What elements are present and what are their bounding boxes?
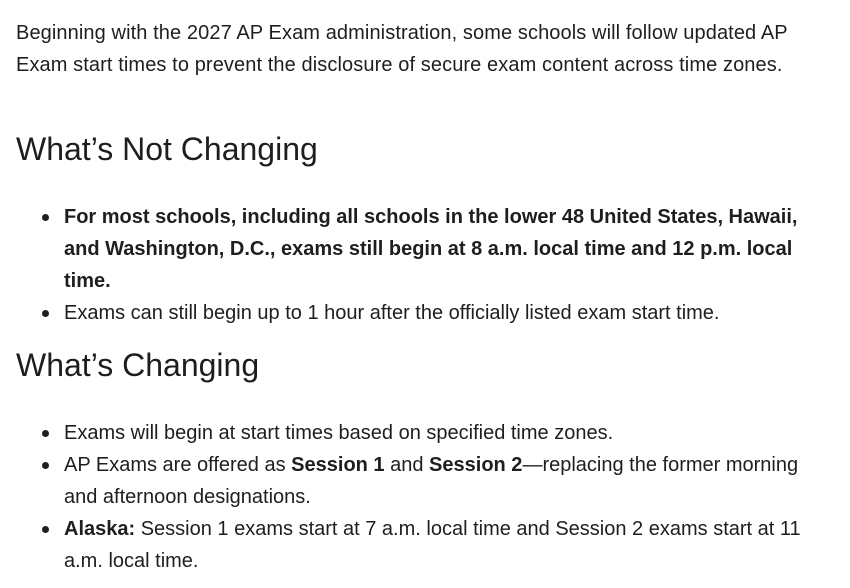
session-2-label: Session 2: [429, 454, 523, 476]
bullet-icon: [42, 462, 49, 469]
list-item-text: Session 1 exams start at 7 a.m. local time and Session 2 exams start at 11 a.m. local time.: [64, 518, 801, 572]
list-item-text-part: AP Exams are offered as: [64, 454, 292, 476]
list-item-text-part: and: [384, 454, 430, 476]
changing-list: [16, 417, 836, 577]
list-item: [16, 201, 836, 297]
bullet-icon: [42, 310, 49, 317]
session-1-label: Session 1: [291, 454, 385, 476]
section-heading-not-changing: What’s Not Changing: [16, 131, 318, 167]
list-item-bold-text: For most schools, including all schools in the lower 48 United States, Hawaii, and Washington, D.C., exams still begin at 8 a.m. local time and 12 p.m. local time.: [64, 206, 798, 292]
list-item: [16, 297, 836, 329]
list-item: [16, 417, 836, 449]
alaska-label: Alaska:: [64, 518, 136, 540]
list-item: [16, 513, 836, 577]
bullet-icon: [42, 214, 49, 221]
list-item: [16, 449, 836, 513]
list-item-text-part: —replacing the former morning and afternoon designations.: [64, 454, 799, 508]
bullet-icon: [42, 430, 49, 437]
intro-paragraph: Beginning with the 2027 AP Exam administration, some schools will follow updated AP Exam start times to prevent the disclosure of secure exam content across time zones.: [16, 22, 788, 76]
list-item-text: Exams can still begin up to 1 hour after the officially listed exam start time.: [64, 302, 720, 324]
section-heading-changing: What’s Changing: [16, 347, 260, 383]
list-item-text: Exams will begin at start times based on specified time zones.: [64, 422, 614, 444]
bullet-icon: [42, 526, 49, 533]
not-changing-list: [16, 201, 836, 329]
